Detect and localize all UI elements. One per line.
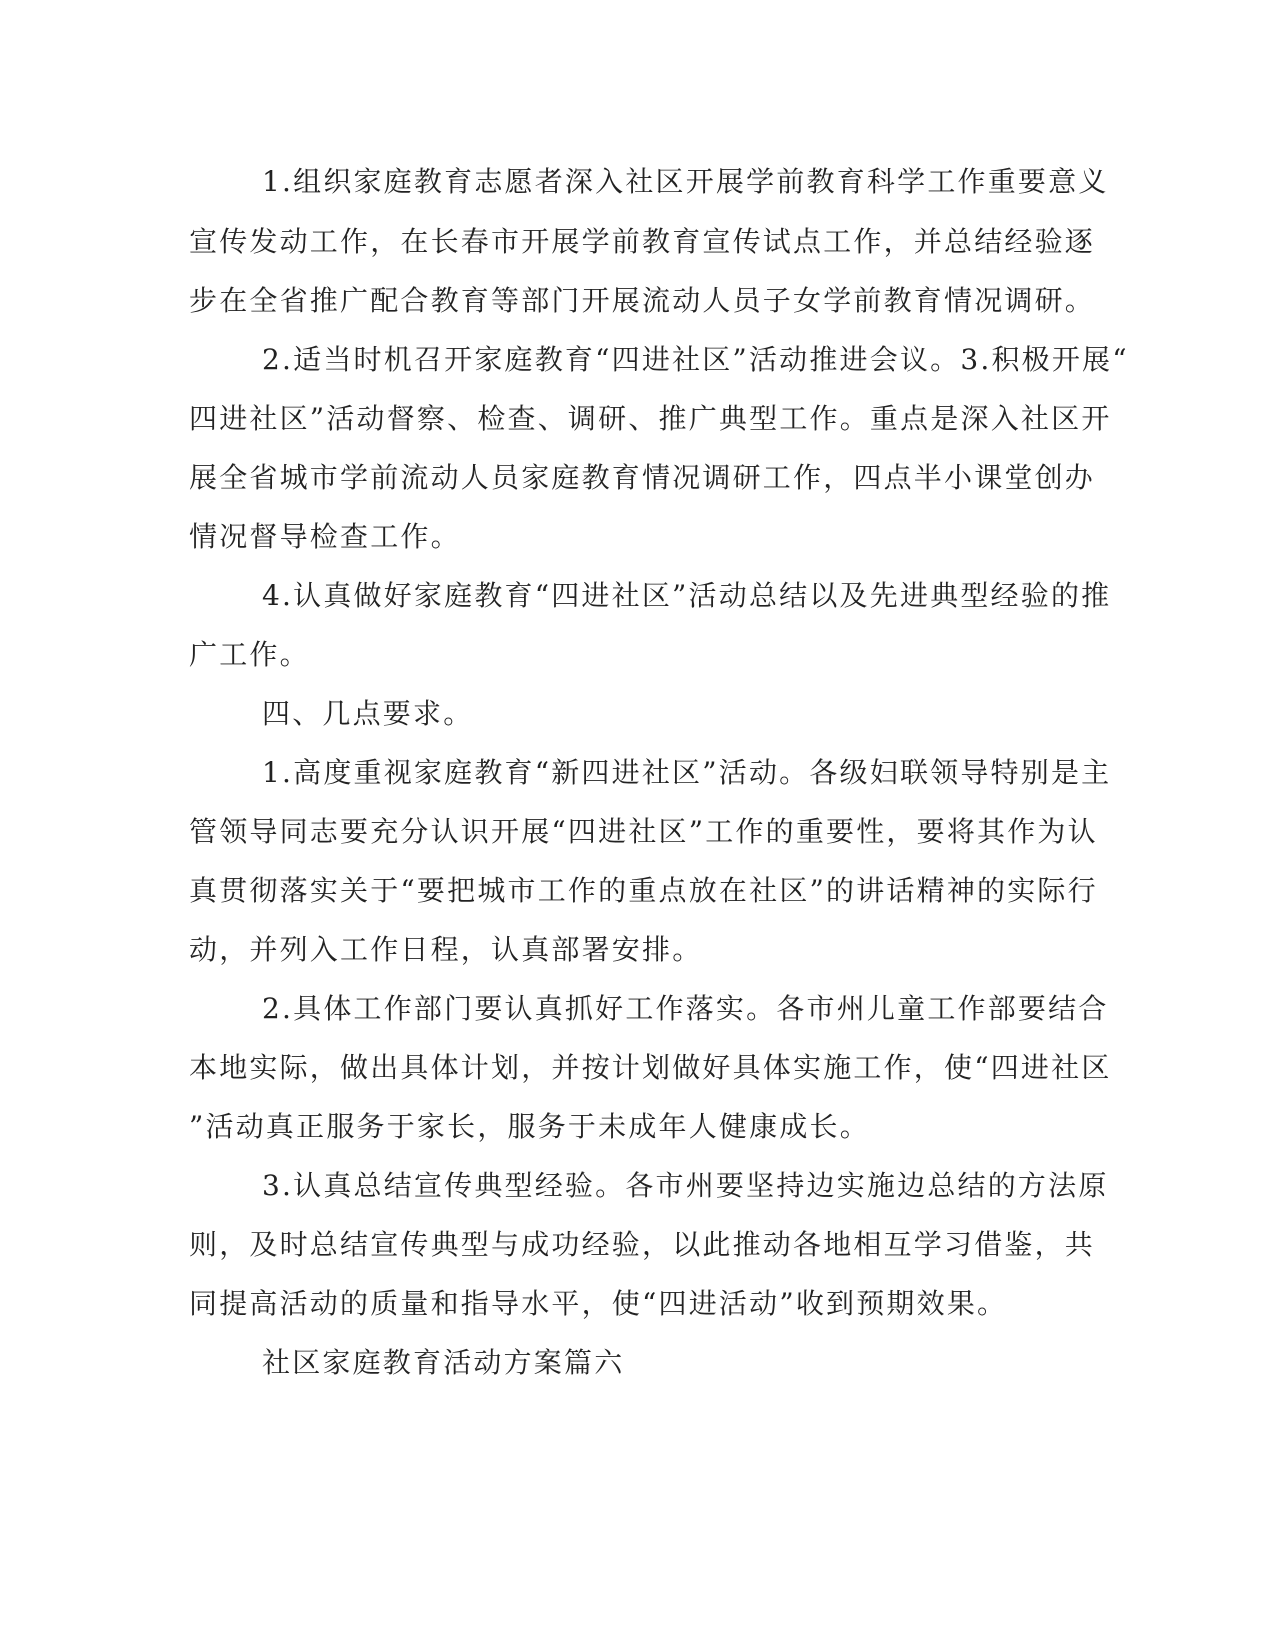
paragraph-line: 3.认真总结宣传典型经验。各市州要坚持边实施边总结的方法原 xyxy=(262,1169,1109,1202)
paragraph-line: ”活动真正服务于家长，服务于未成年人健康成长。 xyxy=(189,1110,870,1143)
paragraph-line: 本地实际，做出具体计划，并按计划做好具体实施工作，使“四进社区 xyxy=(189,1051,1112,1084)
paragraph-line: 广工作。 xyxy=(189,638,310,671)
paragraph-line: 1.组织家庭教育志愿者深入社区开展学前教育科学工作重要意义 xyxy=(262,165,1109,198)
paragraph-line: 真贯彻落实关于“要把城市工作的重点放在社区”的讲话精神的实际行 xyxy=(189,874,1098,907)
paragraph-line: 步在全省推广配合教育等部门开展流动人员子女学前教育情况调研。 xyxy=(189,284,1096,317)
paragraph-line: 4.认真做好家庭教育“四进社区”活动总结以及先进典型经验的推 xyxy=(262,579,1112,612)
paragraph-line: 则，及时总结宣传典型与成功经验，以此推动各地相互学习借鉴，共 xyxy=(189,1228,1096,1261)
paragraph-line: 管领导同志要充分认识开展“四进社区”工作的重要性，要将其作为认 xyxy=(189,815,1098,848)
paragraph-line: 1.高度重视家庭教育“新四进社区”活动。各级妇联领导特别是主 xyxy=(262,756,1112,789)
paragraph-line: 展全省城市学前流动人员家庭教育情况调研工作，四点半小课堂创办 xyxy=(189,461,1096,494)
paragraph-line: 同提高活动的质量和指导水平，使“四进活动”收到预期效果。 xyxy=(189,1287,1008,1320)
paragraph-line: 四进社区”活动督察、检查、调研、推广典型工作。重点是深入社区开 xyxy=(189,402,1112,435)
paragraph-line: 动，并列入工作日程，认真部署安排。 xyxy=(189,933,703,966)
paragraph-line: 宣传发动工作，在长春市开展学前教育宣传试点工作，并总结经验逐 xyxy=(189,225,1096,258)
paragraph-line: 2.具体工作部门要认真抓好工作落实。各市州儿童工作部要结合 xyxy=(262,992,1109,1025)
section-title: 社区家庭教育活动方案篇六 xyxy=(262,1346,625,1379)
section-heading: 四、几点要求。 xyxy=(262,697,474,730)
paragraph-line: 2.适当时机召开家庭教育“四进社区”活动推进会议。3.积极开展“ xyxy=(262,343,1129,376)
paragraph-line: 情况督导检查工作。 xyxy=(189,520,461,553)
